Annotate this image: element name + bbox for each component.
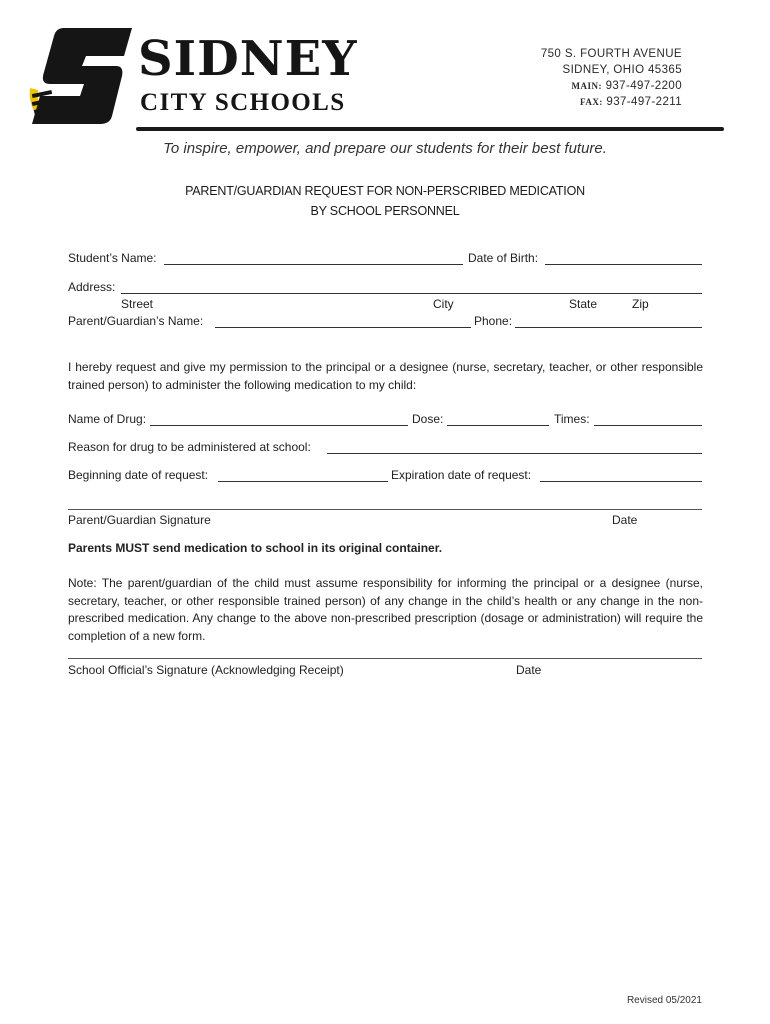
district-logo-icon (24, 26, 136, 126)
dose-field[interactable] (447, 425, 549, 426)
zip-label: Zip (632, 297, 649, 311)
permission-paragraph: I hereby request and give my permission to the principal or a designee (nurse, secretary, teacher, or other responsible trained person) to administer the following medication to my child: (68, 360, 703, 392)
dob-field[interactable] (545, 264, 702, 265)
form-title-line-1: PARENT/GUARDIAN REQUEST FOR NON-PERSCRIBED MEDICATION (185, 184, 585, 198)
guardian-name-field[interactable] (215, 327, 471, 328)
note-paragraph: Note: The parent/guardian of the child must assume responsibility for informing the principal or a designee (nurse, secretary, teacher, or other responsible trained person) of any change in the child’s health or any change in the non-prescribed medication. Any change to the above non-prescribed prescription (dosage or administration) will require the completion of a new form. (68, 576, 703, 643)
street-label: Street (121, 297, 154, 311)
brand-name: SIDNEY (138, 31, 358, 87)
address-line-2: SIDNEY, OHIO 45365 (562, 64, 682, 76)
phone-field[interactable] (515, 327, 702, 328)
address-label: Address: (68, 280, 116, 294)
fax-line (580, 96, 682, 108)
times-field[interactable] (594, 425, 702, 426)
dob-label: Date of Birth: (468, 251, 539, 265)
guardian-name-label: Parent/Guardian’s Name: (68, 314, 204, 328)
reason-label: Reason for drug to be administered at school: (68, 440, 311, 454)
official-signature-date-label: Date (516, 663, 542, 677)
form-title-line-2: BY SCHOOL PERSONNEL (310, 204, 460, 218)
phone-label: Phone: (474, 314, 513, 328)
dose-label: Dose: (412, 412, 444, 426)
times-label: Times: (554, 412, 590, 426)
tagline: To inspire, empower, and prepare our students for their best future. (163, 140, 607, 157)
student-name-field[interactable] (164, 264, 463, 265)
student-name-label: Student’s Name: (68, 251, 157, 265)
guardian-signature-label: Parent/Guardian Signature (68, 513, 211, 527)
official-signature-label: School Official’s Signature (Acknowledging Receipt) (68, 663, 344, 677)
fax-number: 937-497-2211 (606, 96, 682, 108)
fax-label: FAX: (579, 97, 603, 107)
expire-date-field[interactable] (540, 481, 702, 482)
city-label: City (433, 297, 454, 311)
header-divider (136, 127, 724, 131)
drug-name-field[interactable] (150, 425, 408, 426)
brand-subtitle: CITY SCHOOLS (140, 89, 346, 116)
expire-date-label: Expiration date of request: (391, 468, 532, 482)
revision-date: Revised 05/2021 (626, 995, 702, 1006)
main-phone-line (571, 80, 682, 92)
guardian-signature-field[interactable] (68, 509, 702, 510)
address-line-1: 750 S. FOURTH AVENUE (540, 48, 682, 60)
begin-date-label: Beginning date of request: (68, 468, 209, 482)
official-signature-field[interactable] (68, 658, 702, 659)
state-label: State (569, 297, 598, 311)
guardian-signature-date-label: Date (612, 513, 638, 527)
container-notice: Parents MUST send medication to school in its original container. (68, 541, 443, 555)
main-phone-label: MAIN: (571, 81, 602, 91)
drug-name-label: Name of Drug: (68, 412, 147, 426)
reason-field[interactable] (327, 453, 702, 454)
main-phone-number: 937-497-2200 (605, 80, 682, 92)
begin-date-field[interactable] (218, 481, 388, 482)
address-field[interactable] (121, 293, 702, 294)
